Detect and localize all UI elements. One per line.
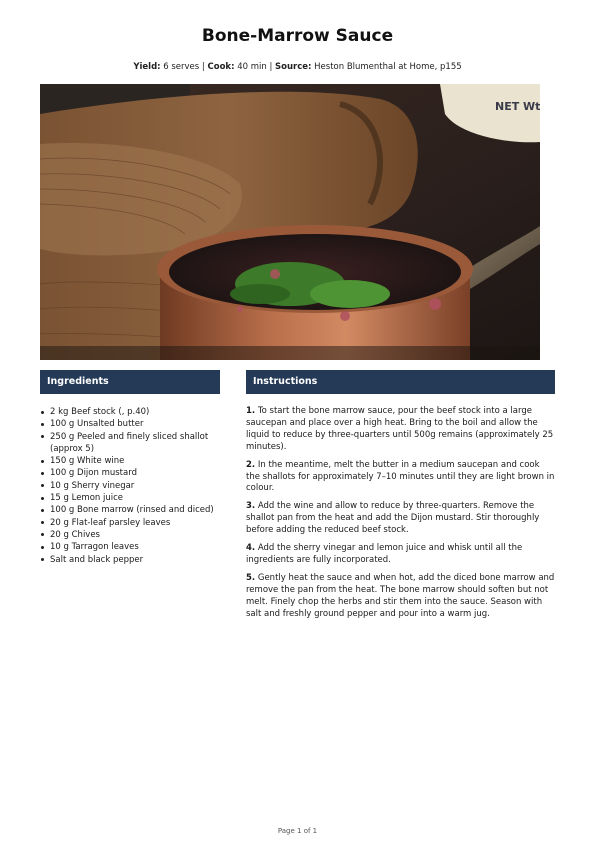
- ingredient-item: 150 g White wine: [50, 455, 230, 467]
- yield-value: 6 serves: [163, 62, 200, 72]
- step-text: To start the bone marrow sauce, pour the beef stock into a large saucepan and place over a high heat. Bring to the boil and allow the liquid to reduce by three-quarters until 500g remains (approximately 25 minutes).: [246, 406, 554, 452]
- ingredient-item: Salt and black pepper: [50, 554, 230, 566]
- ingredients-heading: Ingredients: [40, 370, 220, 394]
- instruction-step: [246, 501, 555, 537]
- ingredients-list: [40, 406, 230, 566]
- step-number: 3.: [246, 501, 256, 512]
- instructions-steps: [246, 406, 555, 627]
- yield-label: Yield:: [133, 62, 161, 72]
- step-number: 2.: [246, 459, 256, 470]
- ingredient-item: 20 g Chives: [50, 529, 230, 541]
- cook-value: 40 min: [237, 62, 267, 72]
- step-text: Add the sherry vinegar and lemon juice and whisk until all the ingredients are fully incorporated.: [246, 543, 523, 565]
- instruction-step: [246, 406, 555, 454]
- source-value: Heston Blumenthal at Home, p155: [314, 62, 462, 72]
- instruction-step: [246, 543, 555, 567]
- meta-separator: |: [201, 62, 205, 72]
- ingredient-item: 10 g Tarragon leaves: [50, 541, 230, 553]
- recipe-title: Bone-Marrow Sauce: [201, 26, 394, 46]
- jar-label: NET Wt: [495, 100, 540, 113]
- page-footer: Page 1 of 1: [277, 827, 318, 835]
- cook-label: Cook:: [207, 62, 235, 72]
- step-text: Add the wine and allow to reduce by three-quarters. Remove the shallot pan from the heat and add the Dijon mustard. Stir thoroughly before adding the reduced beef stock.: [246, 501, 540, 536]
- source-label: Source:: [275, 62, 312, 72]
- ingredient-item: 15 g Lemon juice: [50, 492, 230, 504]
- step-text: In the meantime, melt the butter in a medium saucepan and cook the shallots for approximately 7–10 minutes until they are light brown in colour.: [246, 459, 555, 494]
- ingredient-item: 100 g Dijon mustard: [50, 467, 230, 479]
- ingredient-item: 10 g Sherry vinegar: [50, 480, 230, 492]
- recipe-photo: [40, 84, 540, 360]
- ingredient-item: 100 g Bone marrow (rinsed and diced): [50, 504, 230, 516]
- ingredient-item: 100 g Unsalted butter: [50, 418, 230, 430]
- ingredient-item: 250 g Peeled and finely sliced shallot (approx 5): [50, 431, 230, 456]
- step-number: 5.: [246, 572, 256, 583]
- instruction-step: [246, 573, 555, 621]
- ingredient-item: 2 kg Beef stock (, p.40): [50, 406, 230, 418]
- meta-separator: |: [269, 62, 273, 72]
- step-number: 1.: [246, 406, 256, 416]
- step-text: Gently heat the sauce and when hot, add the diced bone marrow and remove the pan from the heat. The bone marrow should soften but not melt. Finely chop the herbs and stir them into the sauce. Season with salt and freshly ground pepper and pour into a warm jug.: [246, 572, 555, 619]
- step-number: 4.: [246, 543, 256, 554]
- instructions-heading: Instructions: [246, 370, 555, 394]
- recipe-meta: [0, 62, 595, 72]
- ingredient-item: 20 g Flat-leaf parsley leaves: [50, 517, 230, 529]
- instruction-step: [246, 460, 555, 496]
